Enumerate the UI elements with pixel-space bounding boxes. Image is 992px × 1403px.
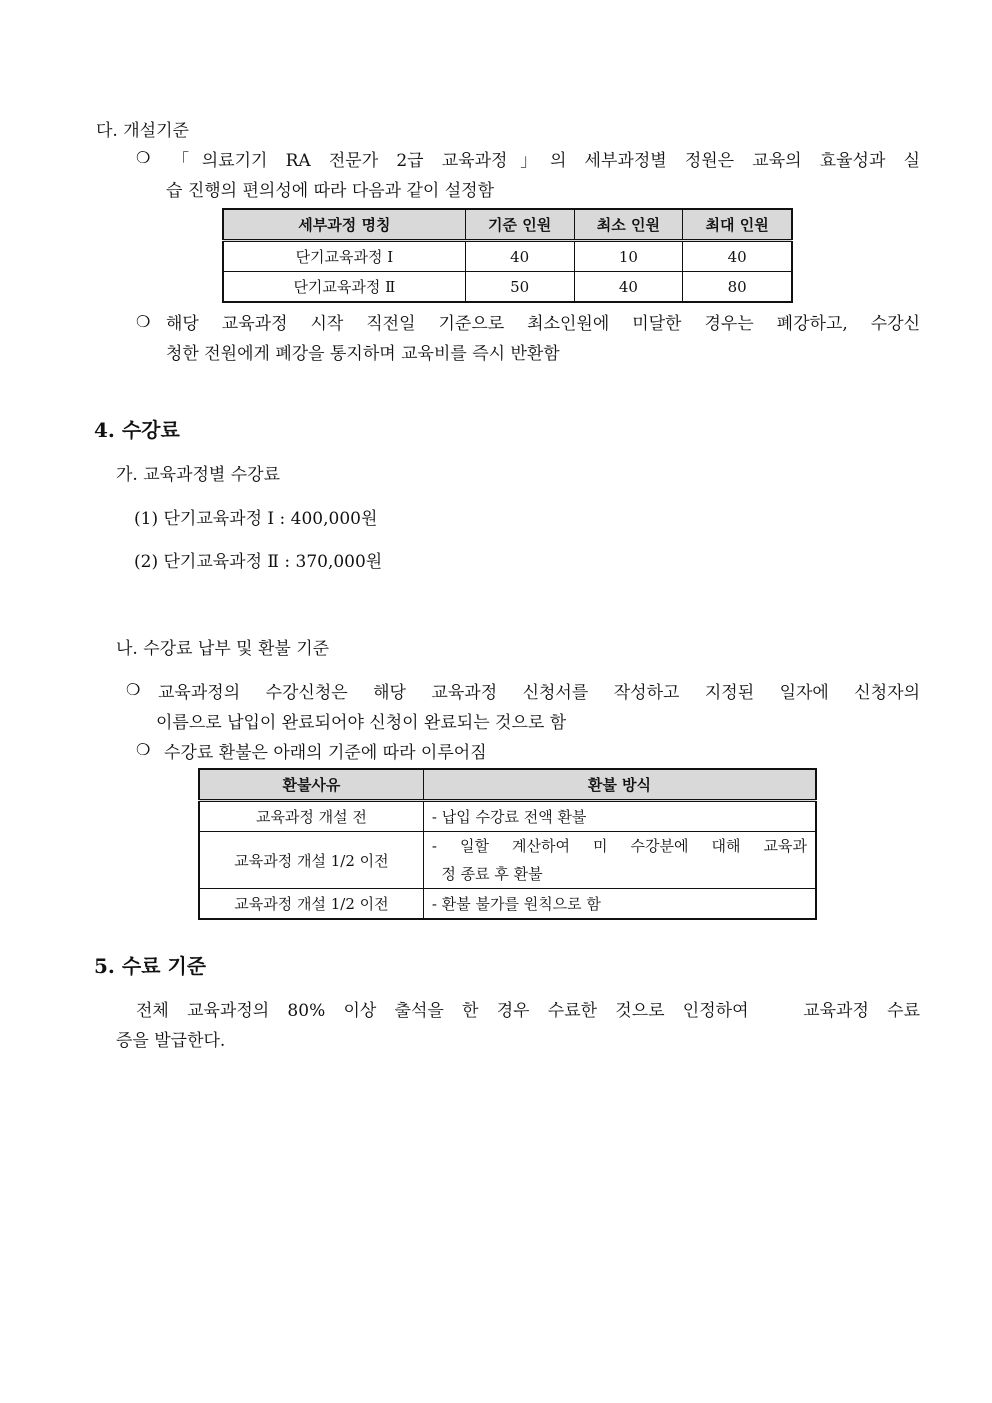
table-header-cell: 환불 방식: [423, 769, 816, 801]
table-cell: - 납입 수강료 전액 환불: [423, 801, 816, 832]
table-cell: [423, 832, 816, 889]
method-line: 정 종료 후 환불: [431, 865, 543, 883]
paragraph-line: 해당 교육과정 시작 직전일 기준으로 최소인원에 미달한 경우는 폐강하고, 수강신: [166, 314, 920, 334]
table-header-cell: 최소 인원: [574, 209, 683, 241]
table-cell: 50: [465, 272, 574, 303]
refund-table: [198, 768, 817, 920]
section-5-title: 5. 수료 기준: [94, 954, 207, 978]
table-cell: 교육과정 개설 1/2 이전: [199, 889, 423, 920]
bullet-circle-icon: ❍: [136, 740, 151, 759]
table-row: [223, 272, 792, 303]
table-row: [223, 241, 792, 272]
table-cell: 10: [574, 241, 683, 272]
table-cell: 단기교육과정 Ⅰ: [223, 241, 465, 272]
paragraph-line: 청한 전원에게 폐강을 통지하며 교육비를 즉시 반환함: [166, 344, 560, 364]
method-line: - 일할 계산하여 미 수강분에 대해 교육과: [431, 837, 807, 855]
table-cell: - 환불 불가를 원칙으로 함: [423, 889, 816, 920]
table-row: [199, 889, 816, 920]
table-cell: 40: [683, 241, 792, 272]
table-header-cell: 기준 인원: [465, 209, 574, 241]
table-cell: 40: [574, 272, 683, 303]
section-da-title: 다. 개설기준: [96, 121, 189, 141]
subsection-na-title: 나. 수강료 납부 및 환불 기준: [116, 639, 330, 659]
paragraph-line: 수강료 환불은 아래의 기준에 따라 이루어짐: [164, 743, 487, 763]
paragraph-line: 이름으로 납입이 완료되어야 신청이 완료되는 것으로 함: [156, 713, 567, 733]
table-row: [199, 832, 816, 889]
subsection-ga-title: 가. 교육과정별 수강료: [116, 465, 281, 485]
section-4-title: 4. 수강료: [94, 418, 180, 442]
paragraph-line: 증을 발급한다.: [116, 1031, 226, 1051]
fee-item: (1) 단기교육과정 Ⅰ : 400,000원: [134, 509, 378, 529]
paragraph-line: 습 진행의 편의성에 따라 다음과 같이 설정함: [166, 181, 495, 201]
table-cell: 40: [465, 241, 574, 272]
capacity-table: [222, 208, 793, 303]
table-cell: 80: [683, 272, 792, 303]
bullet-circle-icon: ❍: [136, 148, 151, 167]
bullet-circle-icon: ❍: [126, 680, 141, 699]
table-row: [199, 801, 816, 832]
table-cell: 교육과정 개설 1/2 이전: [199, 832, 423, 889]
table-cell: 교육과정 개설 전: [199, 801, 423, 832]
fee-item: (2) 단기교육과정 Ⅱ : 370,000원: [134, 552, 383, 572]
paragraph-line: 교육과정의 수강신청은 해당 교육과정 신청서를 작성하고 지정된 일자에 신청자의: [158, 683, 920, 703]
table-header-row: [199, 769, 816, 801]
paragraph-line: 전체 교육과정의 80% 이상 출석을 한 경우 수료한 것으로 인정하여 교육과정 수료: [136, 1001, 920, 1021]
paragraph-line: 「의료기기 RA 전문가 2급 교육과정」의 세부과정별 정원은 교육의 효율성과 실: [172, 151, 920, 171]
table-header-row: [223, 209, 792, 241]
bullet-circle-icon: ❍: [136, 312, 151, 331]
table-header-cell: 세부과정 명칭: [223, 209, 465, 241]
table-header-cell: 최대 인원: [683, 209, 792, 241]
table-header-cell: 환불사유: [199, 769, 423, 801]
table-cell: 단기교육과정 Ⅱ: [223, 272, 465, 303]
